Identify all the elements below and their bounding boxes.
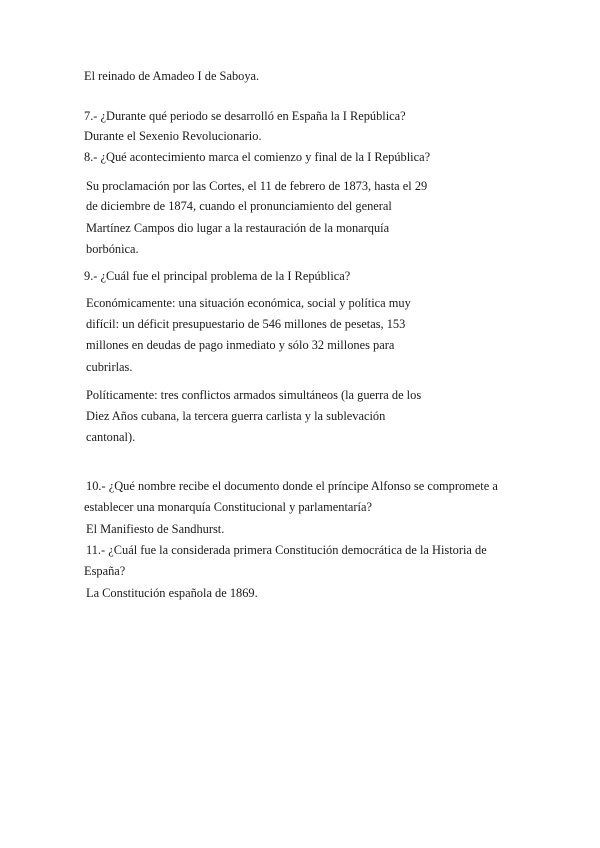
answer-8-line-4: borbónica. xyxy=(86,242,139,256)
question-11-line-1: 11.- ¿Cuál fue la considerada primera Constitución democrática de la Historia de xyxy=(86,543,487,557)
answer-8-line-2: de diciembre de 1874, cuando el pronunciamiento del general xyxy=(86,199,392,213)
answer-10: El Manifiesto de Sandhurst. xyxy=(86,522,225,536)
intro-answer: El reinado de Amadeo I de Saboya. xyxy=(84,69,260,83)
question-9: 9.- ¿Cuál fue el principal problema de la I República? xyxy=(84,269,351,283)
answer-9-p1-line-4: cubrirlas. xyxy=(86,360,133,374)
question-10-line-1: 10.- ¿Qué nombre recibe el documento donde el príncipe Alfonso se compromete a xyxy=(86,479,498,493)
question-11-line-2: España? xyxy=(84,564,126,578)
answer-9-p1-line-3: millones en deudas de pago inmediato y sólo 32 millones para xyxy=(86,338,395,352)
answer-9-p2-line-2: Diez Años cubana, la tercera guerra carlista y la sublevación xyxy=(86,409,386,423)
answer-9-p1-line-2: difícil: un déficit presupuestario de 546 millones de pesetas, 153 xyxy=(86,317,406,331)
answer-7: Durante el Sexenio Revolucionario. xyxy=(84,129,262,143)
question-10-line-2: establecer una monarquía Constitucional y parlamentaría? xyxy=(84,500,372,514)
answer-9-p1-line-1: Económicamente: una situación económica, social y política muy xyxy=(86,296,411,310)
answer-9-p2-line-3: cantonal). xyxy=(86,430,136,444)
answer-8-line-1: Su proclamación por las Cortes, el 11 de febrero de 1873, hasta el 29 xyxy=(86,179,428,193)
answer-11: La Constitución española de 1869. xyxy=(86,586,258,600)
question-8: 8.- ¿Qué acontecimiento marca el comienzo y final de la I República? xyxy=(84,150,431,164)
answer-8-line-3: Martínez Campos dio lugar a la restauración de la monarquía xyxy=(86,221,390,235)
question-7: 7.- ¿Durante qué periodo se desarrolló en España la I República? xyxy=(84,109,406,123)
answer-9-p2-line-1: Políticamente: tres conflictos armados simultáneos (la guerra de los xyxy=(86,388,422,402)
